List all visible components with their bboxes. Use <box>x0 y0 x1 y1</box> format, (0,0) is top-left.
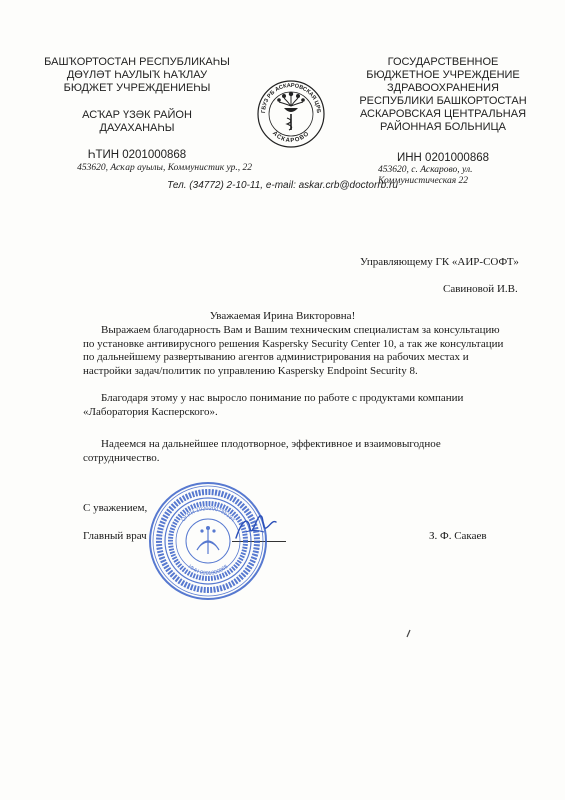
letterhead-left-line: АСҠАР ҮЗӘК РАЙОН <box>82 109 192 121</box>
paragraph-line: сотрудничество. <box>83 451 160 464</box>
letter-closing: С уважением, <box>83 502 148 514</box>
letterhead-right-line: ГОСУДАРСТВЕННОЕ <box>387 56 499 68</box>
letterhead-left-line: ДАУАХАНАҺЫ <box>99 122 175 134</box>
paragraph-line: настройки задач/политик по управлению Kaspersky Endpoint Security 8. <box>83 364 418 377</box>
signer-position: Главный врач <box>83 530 147 542</box>
letter-greeting: Уважаемая Ирина Викторовна! <box>209 310 356 322</box>
svg-text:АСКАРОВО <box>271 131 311 145</box>
addressee-company: Управляющему ГК «АИР-СОФТ» <box>360 256 519 268</box>
letterhead-right-line: РЕСПУБЛИКИ БАШКОРТОСТАН <box>359 95 527 107</box>
ink-mark-icon <box>404 628 414 638</box>
letterhead-left-line: БЮДЖЕТ УЧРЕЖДЕНИЕҺЫ <box>63 82 211 94</box>
caduceus-icon <box>256 64 326 182</box>
signer-name: З. Ф. Сакаев <box>429 530 487 542</box>
letterhead-left-line: ДӨҮЛӘТ ҺАУЛЫҠ ҺАҠЛАУ <box>66 69 208 81</box>
paragraph-line: Надеемся на дальнейшее плодотворное, эффективное и взаимовыгодное <box>101 438 441 450</box>
addressee-name: Савиновой И.В. <box>443 283 518 295</box>
letterhead-left-address: 453620, Асҡар ауылы, Коммунистик ур., 22 <box>77 163 252 173</box>
seal-ogrn: ОГРН 1020200785194 <box>180 505 236 524</box>
letterhead-right-address: 453620, с. Аскарово, ул. <box>378 165 473 175</box>
letterhead-right-line: ЗДРАВООХРАНЕНИЯ <box>387 82 499 94</box>
seal-inn: ИНН 0201000868 <box>186 563 230 578</box>
emblem-top-text: ГБУЗ РБ АСКАРОВСКАЯ ЦРБ <box>260 82 322 114</box>
paragraph-line: по установке антивирусного решения Kaspersky Security Center 10, а так же консультации <box>83 337 504 350</box>
letter-paragraph-1 <box>83 324 504 378</box>
paragraph-line: «Лаборатория Касперского». <box>83 405 218 418</box>
signature-icon <box>232 508 280 544</box>
letterhead-right-line: БЮДЖЕТНОЕ УЧРЕЖДЕНИЕ <box>366 69 520 81</box>
paragraph-line: Выражаем благодарность Вам и Вашим техническим специалистам за консультацию <box>101 324 500 336</box>
letterhead-right-line: РАЙОННАЯ БОЛЬНИЦА <box>380 121 506 133</box>
letterhead-contacts: Тел. (34772) 2-10-11, e-mail: askar.crb@doctorrb.ru <box>167 180 398 191</box>
letter-paragraph-2 <box>83 392 463 419</box>
paragraph-line: по дальнейшему развертыванию агентов администрирования на рабочих местах и <box>83 351 469 363</box>
letter-paragraph-3 <box>83 438 463 465</box>
letterhead-right-inn: ИНН 0201000868 <box>396 152 490 164</box>
letterhead-left-line: БАШҠОРТОСТАН РЕСПУБЛИКАҺЫ <box>44 56 230 68</box>
letterhead-right <box>338 56 548 187</box>
letterhead-left-inn: ҺТИН 0201000868 <box>87 149 187 161</box>
paragraph-line: Благодаря этому у нас выросло понимание по работе с продуктами компании <box>101 392 464 404</box>
letterhead-right-address: Коммунистическая 22 <box>378 176 469 186</box>
letterhead-left <box>22 56 252 174</box>
emblem-bottom-text: АСКАРОВО <box>271 130 311 145</box>
letterhead-right-line: АСКАРОВСКАЯ ЦЕНТРАЛЬНАЯ <box>359 108 527 120</box>
